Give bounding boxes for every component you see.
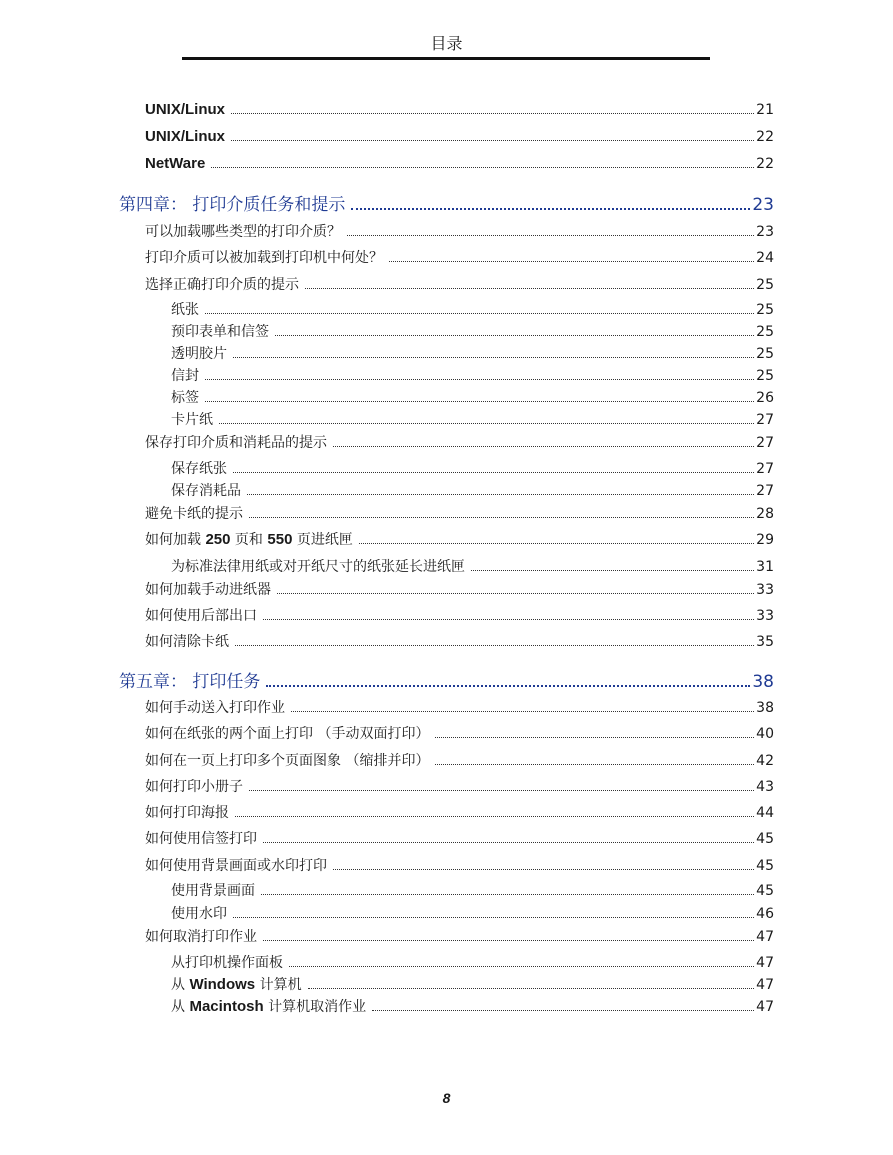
toc-subentry[interactable]: 为标准法律用纸或对开纸尺寸的纸张延长进纸匣 31 bbox=[171, 559, 774, 575]
toc-entry[interactable]: 保存打印介质和消耗品的提示 27 bbox=[145, 435, 774, 451]
toc-entry[interactable]: 选择正确打印介质的提示 25 bbox=[145, 277, 774, 293]
toc-entry[interactable]: 如何加载手动进纸器 33 bbox=[145, 582, 774, 598]
toc-subentry[interactable]: 预印表单和信签 25 bbox=[171, 324, 774, 340]
toc-entry[interactable]: 如何加载 250 页和 550 页进纸匣 29 bbox=[145, 531, 774, 548]
toc-entry[interactable]: 如何使用背景画面或水印打印 45 bbox=[145, 858, 774, 874]
toc-entry[interactable]: 打印介质可以被加载到打印机中何处？ 24 bbox=[145, 250, 774, 266]
toc-entry[interactable]: UNIX/Linux 21 bbox=[145, 101, 774, 118]
toc-entry[interactable]: 如何清除卡纸 35 bbox=[145, 634, 774, 650]
toc-subentry[interactable]: 保存消耗品 27 bbox=[171, 483, 774, 499]
toc-subentry[interactable]: 使用水印 46 bbox=[171, 906, 774, 922]
toc-subentry[interactable]: 从 Windows 计算机 47 bbox=[171, 976, 774, 993]
toc-entry[interactable]: NetWare 22 bbox=[145, 155, 774, 172]
toc-chapter-4[interactable]: 第四章： 打印介质任务和提示 23 bbox=[119, 195, 774, 215]
toc-entry[interactable]: 如何在一页上打印多个页面图象 （缩排并印） 42 bbox=[145, 753, 774, 769]
toc-entry[interactable]: 如何打印海报 44 bbox=[145, 805, 774, 821]
toc-subentry[interactable]: 纸张 25 bbox=[171, 302, 774, 318]
toc-subentry[interactable]: 标签 26 bbox=[171, 390, 774, 406]
toc-entry[interactable]: 如何取消打印作业 47 bbox=[145, 929, 774, 945]
page-number: 8 bbox=[442, 1090, 451, 1106]
toc-entry[interactable]: 如何手动送入打印作业 38 bbox=[145, 700, 774, 716]
toc-entry[interactable]: 避免卡纸的提示 28 bbox=[145, 506, 774, 522]
toc-entry[interactable]: 如何使用信签打印 45 bbox=[145, 831, 774, 847]
toc-chapter-5[interactable]: 第五章： 打印任务 38 bbox=[119, 672, 774, 692]
toc-entry[interactable]: 如何在纸张的两个面上打印 （手动双面打印） 40 bbox=[145, 726, 774, 742]
toc-subentry[interactable]: 卡片纸 27 bbox=[171, 412, 774, 428]
header-rule bbox=[182, 57, 710, 60]
toc-subentry[interactable]: 从 Macintosh 计算机取消作业 47 bbox=[171, 998, 774, 1015]
page-header-title: 目录 bbox=[430, 34, 463, 53]
toc-subentry[interactable]: 信封 25 bbox=[171, 368, 774, 384]
toc-subentry[interactable]: 使用背景画面 45 bbox=[171, 883, 774, 899]
toc-entry[interactable]: UNIX/Linux 22 bbox=[145, 128, 774, 145]
toc-entry[interactable]: 如何打印小册子 43 bbox=[145, 779, 774, 795]
toc-entry[interactable]: 可以加载哪些类型的打印介质？ 23 bbox=[145, 224, 774, 240]
toc-entry[interactable]: 如何使用后部出口 33 bbox=[145, 608, 774, 624]
toc-subentry[interactable]: 从打印机操作面板 47 bbox=[171, 955, 774, 971]
toc-subentry[interactable]: 透明胶片 25 bbox=[171, 346, 774, 362]
toc-subentry[interactable]: 保存纸张 27 bbox=[171, 461, 774, 477]
